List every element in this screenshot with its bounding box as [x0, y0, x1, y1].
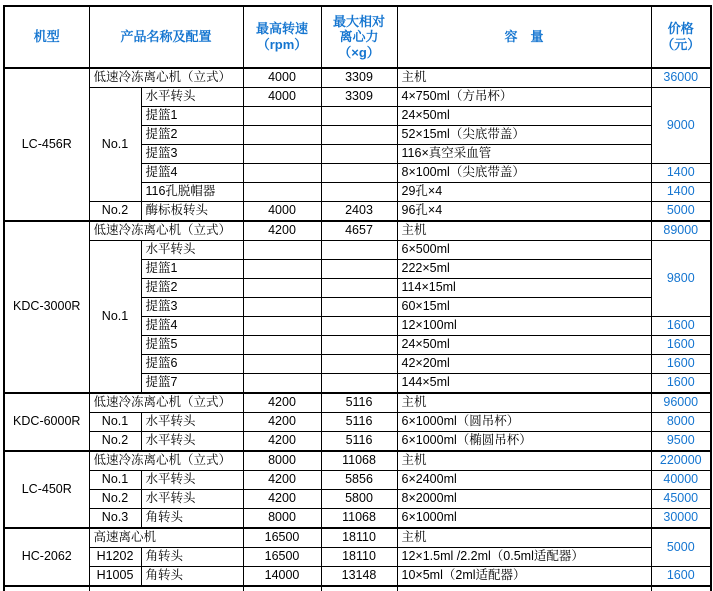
table-row — [4, 221, 711, 241]
cell-name: 提篮2 — [141, 279, 243, 298]
header-speed-line1: 最高转速 — [256, 21, 309, 37]
cell-capacity: 10×5ml（2ml适配器） — [397, 567, 651, 587]
cell-price: 1600 — [651, 355, 711, 374]
cell-force — [321, 355, 397, 374]
cell-capacity: 8×100ml（尖底带盖） — [397, 164, 651, 183]
cell-no: H1202 — [89, 548, 141, 567]
cell-force — [321, 298, 397, 317]
cell-capacity: 222×5ml — [397, 260, 651, 279]
model-cell: HC-2062 — [4, 528, 89, 586]
cell-force — [321, 241, 397, 260]
cell-rpm: 16500 — [243, 528, 321, 548]
cell-name: 水平转头 — [141, 471, 243, 490]
cell-price: 5000 — [651, 202, 711, 222]
cell-capacity: 6×1000ml（圆吊杯） — [397, 413, 651, 432]
cell-price: 1400 — [651, 164, 711, 183]
cell-force: 4657 — [321, 221, 397, 241]
cell-name: 水平转头 — [141, 413, 243, 432]
cell-price: 45000 — [651, 490, 711, 509]
cell-force: 13148 — [321, 567, 397, 587]
cell-force — [321, 107, 397, 126]
cell-capacity: 29孔×4 — [397, 183, 651, 202]
cell-price: 1600 — [651, 567, 711, 587]
table-row-partial — [4, 586, 711, 591]
cell-name: 提篮1 — [141, 107, 243, 126]
cell-rpm — [243, 126, 321, 145]
cell-capacity: 8×2000ml — [397, 490, 651, 509]
cell-name — [89, 586, 243, 591]
cell-force — [321, 164, 397, 183]
cell-force: 5116 — [321, 393, 397, 413]
cell-rpm: 4200 — [243, 393, 321, 413]
table-row — [4, 432, 711, 452]
cell-name: 提篮3 — [141, 298, 243, 317]
cell-capacity: 主机 — [397, 221, 651, 241]
cell-name: 提篮5 — [141, 336, 243, 355]
cell-price: 1400 — [651, 183, 711, 202]
cell-no: No.2 — [89, 202, 141, 222]
model-cell: KDC-3000R — [4, 221, 89, 393]
cell-name: 角转头 — [141, 548, 243, 567]
cell-name: 提篮7 — [141, 374, 243, 394]
cell-force: 5116 — [321, 432, 397, 452]
cell-name: 提篮4 — [141, 317, 243, 336]
cell-name: 低速冷冻离心机（立式） — [89, 451, 243, 471]
cell-rpm: 4000 — [243, 88, 321, 107]
cell-force: 11068 — [321, 509, 397, 529]
price-table — [3, 5, 712, 591]
cell-no: H1005 — [89, 567, 141, 587]
header-price-line1: 价格 — [667, 21, 694, 37]
cell-force: 3309 — [321, 88, 397, 107]
header-model: 机型 — [4, 6, 89, 68]
cell-rpm: 4000 — [243, 202, 321, 222]
cell-force — [321, 260, 397, 279]
cell-capacity: 6×500ml — [397, 241, 651, 260]
cell-no: No.2 — [89, 490, 141, 509]
cell-capacity: 6×2400ml — [397, 471, 651, 490]
cell-rpm — [243, 355, 321, 374]
cell-force: 3309 — [321, 68, 397, 88]
cell-force — [321, 183, 397, 202]
table-row — [4, 393, 711, 413]
cell-rpm — [243, 260, 321, 279]
cell-rpm — [243, 298, 321, 317]
cell-price: 36000 — [651, 68, 711, 88]
cell-capacity: 12×1.5ml /2.2ml（0.5ml适配器） — [397, 548, 651, 567]
cell-price: 40000 — [651, 471, 711, 490]
cell-capacity: 主机 — [397, 393, 651, 413]
table-row — [4, 509, 711, 529]
header-force-line3: （×g） — [338, 44, 380, 60]
cell-name: 提篮1 — [141, 260, 243, 279]
cell-rpm — [243, 586, 321, 591]
cell-capacity: 24×50ml — [397, 107, 651, 126]
cell-name: 水平转头 — [141, 241, 243, 260]
cell-price: 9800 — [651, 241, 711, 317]
cell-rpm: 4200 — [243, 490, 321, 509]
cell-force — [321, 145, 397, 164]
cell-capacity: 144×5ml — [397, 374, 651, 394]
cell-rpm — [243, 336, 321, 355]
cell-rpm — [243, 145, 321, 164]
cell-name: 低速冷冻离心机（立式） — [89, 221, 243, 241]
cell-price: 89000 — [651, 221, 711, 241]
cell-force — [321, 317, 397, 336]
table-row — [4, 241, 711, 260]
header-force-line2: 离心力 — [339, 29, 379, 45]
cell-name: 酶标板转头 — [141, 202, 243, 222]
cell-force: 5856 — [321, 471, 397, 490]
cell-force — [321, 126, 397, 145]
cell-price: 5000 — [651, 528, 711, 567]
cell-no: No.1 — [89, 88, 141, 202]
cell-no: No.1 — [89, 413, 141, 432]
cell-capacity: 主机 — [397, 528, 651, 548]
cell-price: 220000 — [651, 451, 711, 471]
table-row — [4, 202, 711, 222]
cell-rpm — [243, 241, 321, 260]
cell-capacity: 96孔×4 — [397, 202, 651, 222]
cell-capacity: 主机 — [397, 68, 651, 88]
cell-capacity: 24×50ml — [397, 336, 651, 355]
cell-no: No.1 — [89, 241, 141, 394]
cell-capacity: 4×750ml（方吊杯） — [397, 88, 651, 107]
cell-name: 角转头 — [141, 509, 243, 529]
header-price — [651, 6, 711, 68]
cell-capacity: 6×1000ml — [397, 509, 651, 529]
cell-rpm — [243, 374, 321, 394]
cell-no: No.2 — [89, 432, 141, 452]
table-row — [4, 528, 711, 548]
cell-capacity: 114×15ml — [397, 279, 651, 298]
cell-force: 2403 — [321, 202, 397, 222]
table-row — [4, 413, 711, 432]
cell-name: 提篮2 — [141, 126, 243, 145]
cell-price: 9500 — [651, 432, 711, 452]
cell-force — [321, 279, 397, 298]
cell-name: 水平转头 — [141, 88, 243, 107]
cell-rpm: 4000 — [243, 68, 321, 88]
cell-price — [651, 586, 711, 591]
cell-rpm: 16500 — [243, 548, 321, 567]
cell-rpm: 4200 — [243, 221, 321, 241]
cell-no: No.1 — [89, 471, 141, 490]
table-row — [4, 567, 711, 587]
table-row — [4, 88, 711, 107]
table-row — [4, 548, 711, 567]
cell-rpm — [243, 279, 321, 298]
cell-name: 角转头 — [141, 567, 243, 587]
cell-name: 低速冷冻离心机（立式） — [89, 393, 243, 413]
table-header-row — [4, 6, 711, 68]
model-cell: LC-456R — [4, 68, 89, 221]
model-cell: KDC-6000R — [4, 393, 89, 451]
cell-capacity: 42×20ml — [397, 355, 651, 374]
table-row — [4, 68, 711, 88]
cell-capacity: 6×1000ml（椭圆吊杯） — [397, 432, 651, 452]
table-row — [4, 471, 711, 490]
table-row — [4, 490, 711, 509]
cell-force — [321, 586, 397, 591]
cell-name: 116孔脱帽器 — [141, 183, 243, 202]
cell-name: 高速离心机 — [89, 528, 243, 548]
cell-price: 1600 — [651, 336, 711, 355]
cell-force — [321, 374, 397, 394]
cell-rpm: 4200 — [243, 432, 321, 452]
cell-name: 水平转头 — [141, 490, 243, 509]
table-row — [4, 451, 711, 471]
cell-force: 5800 — [321, 490, 397, 509]
cell-price: 96000 — [651, 393, 711, 413]
cell-rpm: 8000 — [243, 509, 321, 529]
header-product: 产品名称及配置 — [89, 6, 243, 68]
cell-force: 5116 — [321, 413, 397, 432]
cell-name: 提篮3 — [141, 145, 243, 164]
cell-rpm: 8000 — [243, 451, 321, 471]
model-cell — [4, 586, 89, 591]
cell-name: 提篮4 — [141, 164, 243, 183]
header-price-line2: （元） — [661, 37, 701, 52]
model-cell: LC-450R — [4, 451, 89, 528]
cell-force: 18110 — [321, 548, 397, 567]
cell-rpm — [243, 107, 321, 126]
cell-capacity: 116×真空采血管 — [397, 145, 651, 164]
cell-name: 提篮6 — [141, 355, 243, 374]
cell-name: 水平转头 — [141, 432, 243, 452]
cell-price: 8000 — [651, 413, 711, 432]
header-speed-line2: （rpm） — [256, 37, 308, 52]
header-speed — [243, 6, 321, 68]
cell-capacity: 60×15ml — [397, 298, 651, 317]
cell-capacity: 12×100ml — [397, 317, 651, 336]
header-force-line1: 最大相对 — [333, 13, 386, 29]
cell-capacity: 主机 — [397, 451, 651, 471]
cell-price: 1600 — [651, 317, 711, 336]
cell-rpm — [243, 317, 321, 336]
cell-rpm — [243, 164, 321, 183]
cell-price: 1600 — [651, 374, 711, 394]
header-capacity: 容 量 — [397, 6, 651, 68]
cell-no: No.3 — [89, 509, 141, 529]
cell-rpm: 4200 — [243, 413, 321, 432]
cell-price: 9000 — [651, 88, 711, 164]
cell-force: 11068 — [321, 451, 397, 471]
cell-capacity — [397, 586, 651, 591]
cell-rpm: 4200 — [243, 471, 321, 490]
cell-name: 低速冷冻离心机（立式） — [89, 68, 243, 88]
cell-capacity: 52×15ml（尖底带盖） — [397, 126, 651, 145]
cell-force: 18110 — [321, 528, 397, 548]
cell-rpm — [243, 183, 321, 202]
header-force — [321, 6, 397, 68]
cell-rpm: 14000 — [243, 567, 321, 587]
cell-force — [321, 336, 397, 355]
cell-price: 30000 — [651, 509, 711, 529]
